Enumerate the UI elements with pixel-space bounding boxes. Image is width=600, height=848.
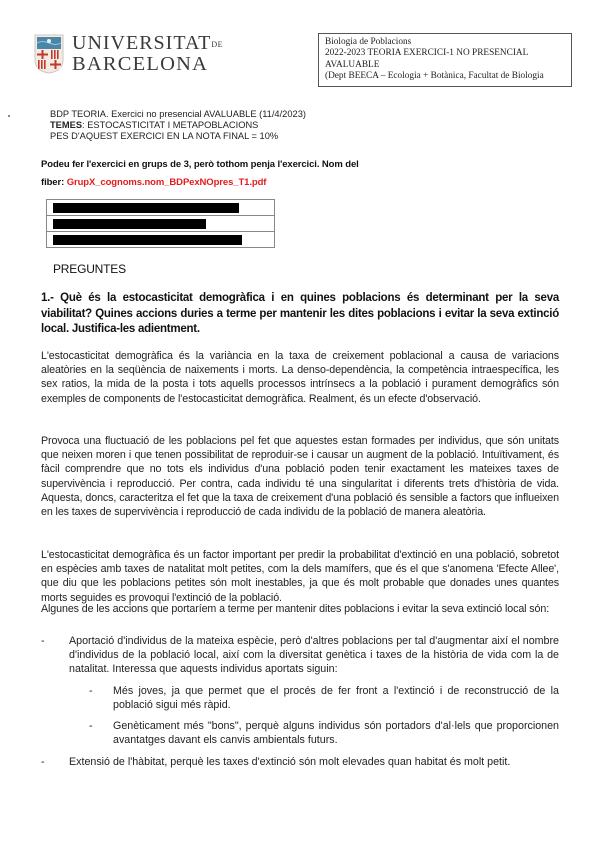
- section-title: PREGUNTES: [53, 262, 126, 276]
- list-dash: -: [89, 685, 93, 697]
- table-row: [46, 231, 275, 248]
- list-item-text: Aportació d'individus de la mateixa espècie, però d'altres poblacions per tal d'augmentar així el nombre d'individus de la població local, així com la diversitat genètica i taxes de la història de vida com la de natalitat. Interessa que aquests individus aportats siguin:: [69, 635, 559, 676]
- list-dash: -: [41, 756, 45, 768]
- student-names-table: [46, 199, 275, 248]
- logo-text-de: DE: [211, 40, 224, 49]
- instructions-line-1: Podeu fer l'exercici en grups de 3, però tothom penja l'exercici. Nom del: [41, 159, 359, 170]
- meta-line-1: BDP TEORIA. Exercici no presencial AVALUABLE (11/4/2023): [50, 109, 306, 119]
- logo-text-line2: BARCELONA: [72, 53, 209, 75]
- filename-template: GrupX_cognoms.nom_BDPexNOpres_T1.pdf: [66, 177, 267, 188]
- answer-paragraph: Algunes de les accions que portaríem a terme per mantenir dites poblacions i evitar la seva extinció local són:: [41, 603, 550, 615]
- stray-dot: [8, 115, 10, 117]
- question-1: 1.- Què és la estocasticitat demogràfica i en quines poblacions és determinant per la seva viabilitat? Quines accions duries a terme per mantenir les dites poblacions i evitar la seva extinció local. Justifica-les adientment.: [41, 292, 559, 335]
- list-dash: -: [41, 635, 45, 647]
- meta-line-2: [50, 120, 306, 131]
- university-crest-icon: [34, 34, 64, 74]
- course-info-box: [318, 33, 572, 87]
- course-line: Biologia de Poblacions: [325, 37, 412, 47]
- redacted-name: [53, 203, 239, 213]
- meta-line-3: PES D'AQUEST EXERCICI EN LA NOTA FINAL = 10%: [50, 131, 279, 141]
- logo-text-line1: UNIVERSITAT: [72, 32, 212, 54]
- answer-paragraph: L'estocasticitat demogràfica és un factor important per predir la probabilitat d'extinció en una població, sobretot en espècies amb taxes de natalitat molt petites, com la dels mamífers, que és el que s'anomena 'Efecte Allee', que diu que les poblacions petites són molt inestables, ja que és molt probable que donades unes quantes morts seguides es provoqui l'extinció de la població.: [41, 549, 559, 604]
- list-item-text: Més joves, ja que permet que el procés de fer front a l'extinció i de reconstrucció de la població sigui més ràpid.: [113, 685, 559, 712]
- filename-prefix: fiber:: [41, 177, 67, 188]
- answer-paragraph: L'estocasticitat demogràfica és la variància en la taxa de creixement poblacional a causa de variacions aleatòries en la seqüència de naixements i morts. La denso-dependència, la competència intraespecífica, les sex ratios, la mida de la posta i tots aquells processos intrínsecs a la població i purament demogràfics són exemples de components de l'estocasticitat demogràfica. Realment, és un efecte d'observació.: [41, 350, 559, 405]
- redacted-name: [53, 235, 242, 245]
- redacted-name: [53, 219, 206, 229]
- table-row: [46, 215, 275, 231]
- temes-value: : ESTOCASTICITAT I METAPOBLACIONS: [82, 120, 259, 130]
- course-line: 2022-2023 TEORIA EXERCICI-1 NO PRESENCIAL: [325, 48, 529, 59]
- list-dash: -: [89, 720, 93, 732]
- course-line: AVALUABLE: [325, 59, 380, 70]
- list-item-text: Extensió de l'hàbitat, perquè les taxes d'extinció són molt elevades quan habitat és molt petit.: [69, 756, 511, 768]
- table-row: [46, 199, 275, 215]
- submission-instructions: [41, 156, 359, 192]
- instructions-line-2: [41, 174, 359, 192]
- answer-paragraph: Provoca una fluctuació de les poblacions pel fet que aquestes estan formades per individus, que són unitats que neixen moren i que tenen possibilitat de reproduir-se i causar un augment de la població. Intuïtivament, és fàcil comprendre que no tots els individus d'una població poden tenir exactament les mateixes taxes de supervivència i reproducció. Per contra, cada individu té una singularitat i diferents trets d'història de vida. Aquesta, doncs, caracteritza el fet que la taxa de creixement d'una població és sensible a factors que influeixen en les taxes de supervivència i reproducció de cada individu de la població de manera aleatòria.: [41, 435, 559, 519]
- course-line: (Dept BEECA – Ecologia + Botànica, Facultat de Biologia: [325, 70, 544, 81]
- temes-label: TEMES: [50, 120, 83, 130]
- university-logo: [34, 33, 223, 75]
- list-item-text: Genèticament més "bons", perquè alguns individus són portadors d'al·lels que proporcionen avantatges davant els canvis ambientals futurs.: [113, 720, 559, 747]
- exercise-meta: [50, 109, 306, 142]
